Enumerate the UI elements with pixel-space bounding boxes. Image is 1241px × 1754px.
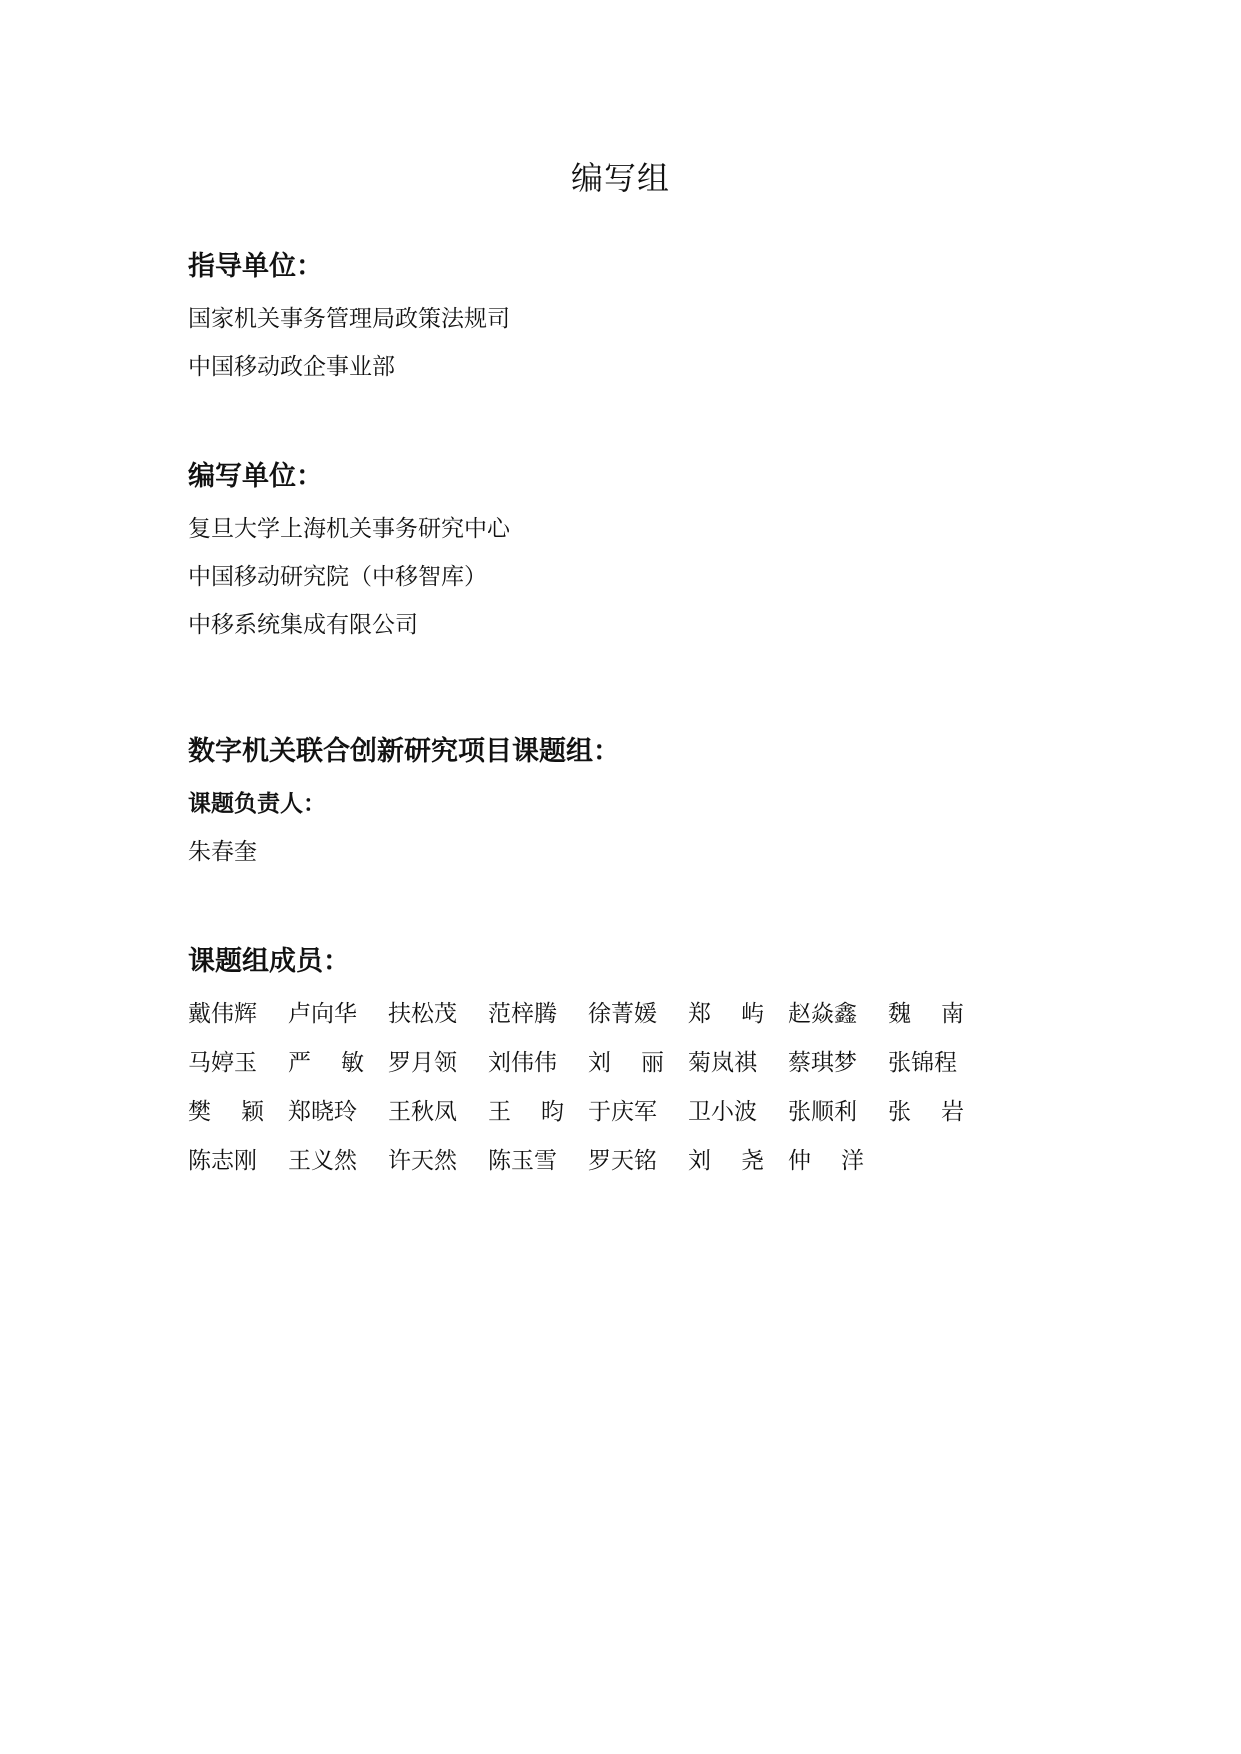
member-name	[288, 1146, 364, 1176]
member-name-text: 张锦程	[888, 1050, 957, 1076]
member-name	[688, 999, 764, 1029]
member-name-text: 屿	[741, 1001, 764, 1027]
leader-name: 朱春奎	[188, 839, 257, 865]
member-name	[588, 1048, 664, 1078]
member-name-text: 魏	[888, 1001, 911, 1027]
member-name	[188, 1097, 264, 1127]
members-grid	[188, 999, 1088, 1176]
member-name-text: 张	[888, 1099, 911, 1125]
member-name	[288, 999, 364, 1029]
page-title: 编写组	[570, 159, 670, 197]
project-heading: 数字机关联合创新研究项目课题组：	[188, 736, 620, 767]
member-name	[188, 1146, 264, 1176]
authoring-unit: 中国移动研究院（中移智库）	[188, 564, 487, 590]
member-name-text: 尧	[741, 1148, 764, 1174]
member-name-text: 许天然	[388, 1148, 457, 1174]
member-name	[788, 1146, 864, 1176]
member-name	[888, 1097, 964, 1127]
member-name	[688, 1146, 764, 1176]
member-name-text: 张顺利	[788, 1099, 857, 1125]
member-name-text: 颖	[241, 1099, 264, 1125]
member-name	[788, 1048, 864, 1078]
member-name-text: 仲	[788, 1148, 811, 1174]
guidance-section	[188, 250, 1088, 382]
member-name-text: 卢向华	[288, 1001, 357, 1027]
member-name-text: 扶松茂	[388, 1001, 457, 1027]
member-name	[388, 999, 464, 1029]
member-name-text: 范梓腾	[488, 1001, 557, 1027]
member-name	[288, 1048, 364, 1078]
member-name	[588, 1146, 664, 1176]
member-name	[488, 1048, 564, 1078]
member-name-text: 戴伟辉	[188, 1001, 257, 1027]
member-name-text: 菊岚祺	[688, 1050, 757, 1076]
project-section	[188, 735, 1088, 867]
authoring-unit: 中移系统集成有限公司	[188, 612, 418, 638]
member-name-text: 南	[941, 1001, 964, 1027]
member-name-text: 郑	[688, 1001, 711, 1027]
member-name-text: 罗天铭	[588, 1148, 657, 1174]
member-name	[788, 1097, 864, 1127]
member-name-text: 郑晓玲	[288, 1099, 357, 1125]
member-name	[788, 999, 864, 1029]
guidance-unit: 中国移动政企事业部	[188, 354, 395, 380]
member-name	[288, 1097, 364, 1127]
member-name	[488, 999, 564, 1029]
member-name	[188, 1048, 264, 1078]
member-name-text: 刘	[588, 1050, 611, 1076]
member-name	[488, 1146, 564, 1176]
member-name-text: 王	[488, 1099, 511, 1125]
member-name-text: 敏	[341, 1050, 364, 1076]
member-name-text: 罗月领	[388, 1050, 457, 1076]
members-heading: 课题组成员：	[188, 946, 350, 977]
member-name	[588, 999, 664, 1029]
authoring-heading: 编写单位：	[188, 461, 323, 492]
member-name	[488, 1097, 564, 1127]
member-name	[188, 999, 264, 1029]
member-name	[888, 1048, 964, 1078]
authoring-section	[188, 460, 1088, 640]
member-name-text: 陈玉雪	[488, 1148, 557, 1174]
members-section	[188, 945, 1088, 1176]
member-name-text: 赵焱鑫	[788, 1001, 857, 1027]
member-name	[688, 1048, 764, 1078]
member-name-text: 蔡琪梦	[788, 1050, 857, 1076]
member-name-text: 徐菁媛	[588, 1001, 657, 1027]
member-name	[388, 1146, 464, 1176]
member-name-text: 刘伟伟	[488, 1050, 557, 1076]
member-name	[588, 1097, 664, 1127]
authoring-unit: 复旦大学上海机关事务研究中心	[188, 516, 510, 542]
member-name	[388, 1048, 464, 1078]
member-name-text: 岩	[941, 1099, 964, 1125]
member-name-text: 陈志刚	[188, 1148, 257, 1174]
member-name-text: 刘	[688, 1148, 711, 1174]
member-name-text: 洋	[841, 1148, 864, 1174]
member-name-text: 丽	[641, 1050, 664, 1076]
member-name-text: 樊	[188, 1099, 211, 1125]
member-name	[888, 999, 964, 1029]
member-name-text: 严	[288, 1050, 311, 1076]
guidance-heading: 指导单位：	[188, 251, 323, 282]
member-name-text: 马婷玉	[188, 1050, 257, 1076]
member-name-text: 于庆军	[588, 1099, 657, 1125]
leader-label: 课题负责人：	[188, 791, 326, 817]
guidance-unit: 国家机关事务管理局政策法规司	[188, 306, 510, 332]
member-name	[688, 1097, 764, 1127]
member-name-text: 王义然	[288, 1148, 357, 1174]
member-name-text: 王秋凤	[388, 1099, 457, 1125]
member-name-text: 卫小波	[688, 1099, 757, 1125]
member-name	[388, 1097, 464, 1127]
member-name-text: 昀	[541, 1099, 564, 1125]
